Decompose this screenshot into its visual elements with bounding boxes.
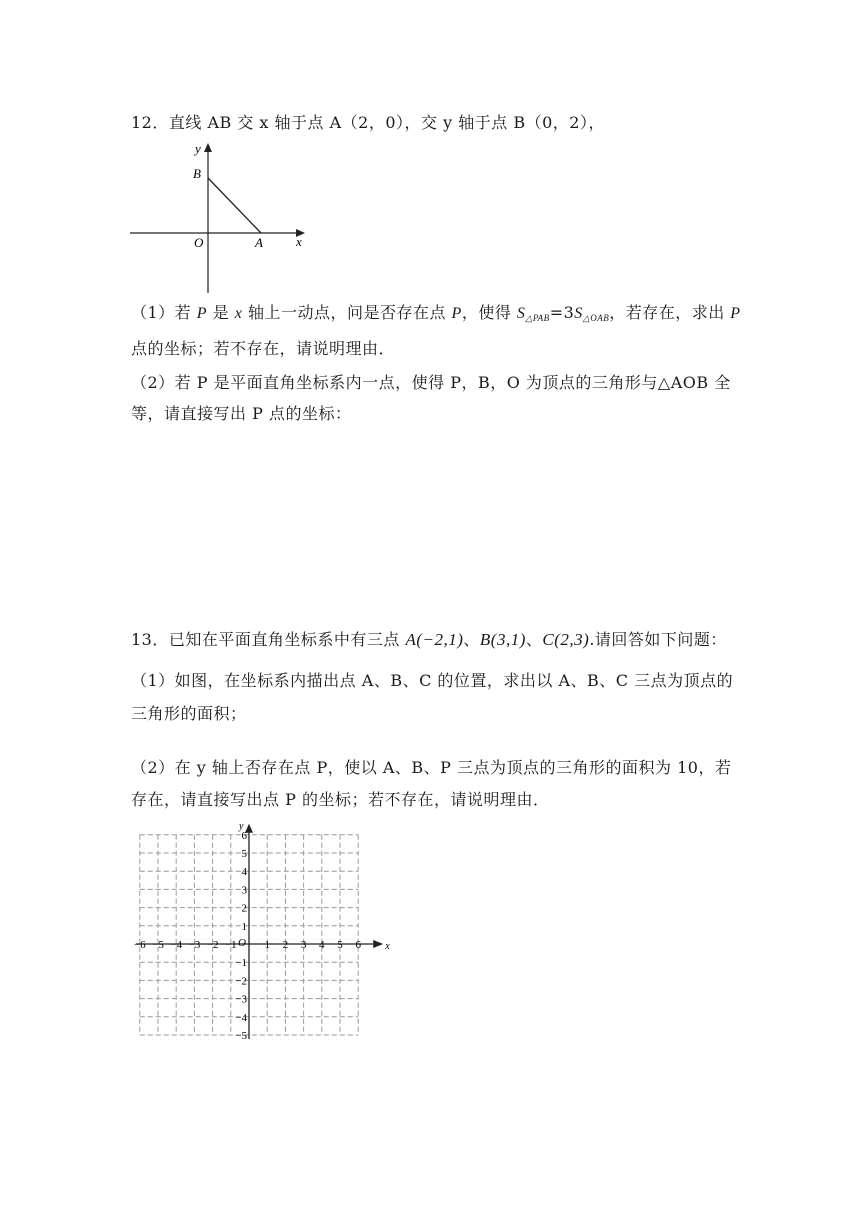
x-tick-label: −3 (188, 939, 201, 951)
q12-part2-line1: （2）若 P 是平面直角坐标系内一点，使得 P，B，O 为顶点的三角形与△AOB 全 (131, 373, 731, 392)
q12-part2-line2: 等，请直接写出 P 点的坐标： (131, 404, 352, 423)
q12-figure (125, 138, 325, 298)
q12-stem: 12．直线 AB 交 x 轴于点 A（2，0），交 y 轴于点 B（0，2）， (131, 113, 605, 132)
x-tick-label: −4 (170, 939, 183, 951)
point-b-label: B (193, 166, 201, 181)
y-tick-label: 2 (241, 902, 247, 915)
q13-part1-line2: 三角形的面积； (131, 704, 247, 723)
y-axis-arrow (204, 143, 212, 152)
x-tick-label: −1 (224, 939, 237, 951)
x-tick-label: 5 (337, 939, 343, 951)
q13-coordinate-grid (125, 820, 395, 1042)
x-tick-label: −2 (206, 939, 219, 951)
point-a-label: A (255, 235, 263, 250)
q12-part1-line2: 点的坐标；若不存在，请说明理由． (131, 339, 396, 358)
y-tick-label: 6 (241, 829, 247, 842)
x-axis-arrow (373, 940, 383, 948)
q12-part1-line1: （1）若 P 是 x 轴上一动点，问是否存在点 P，使得 $S_{\triangle PAB}=3S_{\triangle OAB}$，若存在，求出 P (131, 303, 741, 323)
x-axis-label: x (296, 234, 302, 249)
point-c-coord: C(2,3) (542, 630, 590, 649)
x-axis-label: x (385, 941, 390, 952)
y-tick-label: 4 (241, 866, 247, 879)
x-tick-label: 6 (355, 939, 361, 951)
y-axis-label: y (195, 141, 201, 156)
q13-part1-line1: （1）如图，在坐标系内描出点 A、B、C 的位置，求出以 A、B、C 三点为顶点的 (131, 671, 734, 690)
y-tick-label: −1 (235, 957, 247, 970)
y-tick-label: 5 (241, 848, 247, 860)
point-a-coord: A(−2,1) (405, 630, 464, 649)
q13-stem: 13．已知在平面直角坐标系中有三点 A(−2,1)、B(3,1)、C(2,3).请回答如下问题： (131, 630, 727, 649)
q13-part2-line1: （2）在 y 轴上否存在点 P，使以 A、B、P 三点为顶点的三角形的面积为 10，若 (131, 758, 732, 777)
x-tick-label: 4 (319, 939, 325, 951)
q13-part2-line2: 存在，请直接写出点 P 的坐标；若不存在，请说明理由． (131, 790, 550, 809)
segment-ab (208, 178, 261, 233)
y-tick-label: −5 (235, 1030, 247, 1042)
y-tick-label: 3 (241, 884, 247, 897)
x-tick-label: −5 (152, 939, 164, 951)
y-axis-label: y (239, 820, 244, 832)
y-tick-label: −2 (235, 975, 247, 988)
x-tick-label: 3 (300, 939, 307, 951)
point-b-coord: B(3,1) (479, 630, 526, 649)
x-tick-label: 2 (282, 939, 289, 951)
y-tick-label: 1 (241, 920, 247, 933)
origin-label: O (194, 235, 204, 250)
y-tick-label: −3 (235, 993, 247, 1006)
x-tick-label: 1 (264, 939, 270, 951)
origin-label: O (238, 937, 246, 949)
y-tick-label: −4 (235, 1011, 247, 1024)
x-tick-label: −6 (133, 939, 146, 951)
